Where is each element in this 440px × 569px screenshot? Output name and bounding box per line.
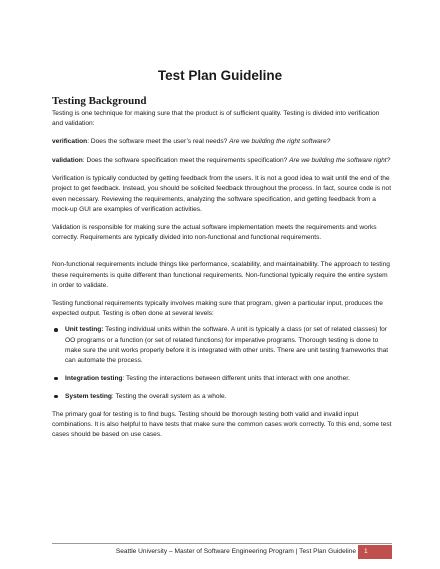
level-text: Testing individual units within the software. A unit is typically a class (or set of related classes) for OO programs or a function (or set of related functions) for imperative programs. Thorough testing is done to make sure the unit works properly before it is integrated with other units. There are unit testing frameworks that can automate the process. <box>65 326 389 364</box>
level-term: Unit testing: <box>65 326 104 334</box>
section-heading: Testing Background <box>52 95 147 107</box>
validation-term: validation <box>52 156 83 164</box>
level-term: Integration testing <box>65 374 123 382</box>
functional-paragraph: Testing functional requirements typically involves making sure that program, given a particular input, produces the expected output. Testing is often done at several levels: <box>52 300 383 318</box>
validation-definition <box>52 156 392 166</box>
verification-question: Are we building the right software? <box>229 138 331 146</box>
validation-text: : Does the software specification meet the requirements specification? <box>82 156 290 164</box>
level-text: : Testing the interactions between different units that interact with one another. <box>122 374 350 382</box>
level-term: System testing <box>65 392 112 400</box>
level-text: : Testing the overall system as a whole. <box>111 392 227 400</box>
document-body <box>52 109 392 449</box>
verification-term: verification <box>52 138 88 146</box>
list-item <box>52 325 392 365</box>
bullet-icon <box>54 395 58 399</box>
verification-definition <box>52 137 392 147</box>
goal-paragraph: The primary goal for testing is to find bugs. Testing should be thorough testing both valid and invalid input combinations. It is also helpful to have tests that make sure the common cases work correctly. To this end, some test cases should be based on use cases. <box>52 410 392 439</box>
validation-paragraph: Validation is responsible for making sure the actual software implementation meets the requirements and works correctly. Requirements are typically divided into non-functional and functional requirements. <box>52 224 377 242</box>
list-item <box>52 392 392 402</box>
intro-paragraph: Testing is one technique for making sure that the product is of sufficient quality. Testing is divided into verification and validation: <box>52 110 380 128</box>
verification-paragraph: Verification is typically conducted by getting feedback from the users. It is not a good idea to wait until the end of the project to get feedback. Instead, you should be solicited feedback throughout the process. In fact, source code is not even necessary. Reviewing the requirements, analyzing the software specification, and getting feedback from a mock-up GUI are examples of verification activities. <box>52 175 392 213</box>
testing-levels-list <box>52 325 392 402</box>
list-item <box>52 374 392 384</box>
footer-text: Seattle University – Master of Software Engineering Program | Test Plan Guideline <box>115 548 356 555</box>
page-number-badge: 1 <box>358 545 392 559</box>
nonfunctional-paragraph: Non-functional requirements include things like performance, scalability, and maintainability. The approach to testing these requirements is quite different than functional requirements. Non-functional typically require the entire system in order to validate. <box>52 261 390 289</box>
validation-question: Are we building the software right? <box>289 156 391 164</box>
document-title: Test Plan Guideline <box>157 68 283 83</box>
bullet-icon <box>54 377 58 381</box>
footer-divider <box>52 543 392 544</box>
verification-text: : Does the software meet the user’s real needs? <box>87 138 230 146</box>
bullet-icon <box>54 328 58 332</box>
